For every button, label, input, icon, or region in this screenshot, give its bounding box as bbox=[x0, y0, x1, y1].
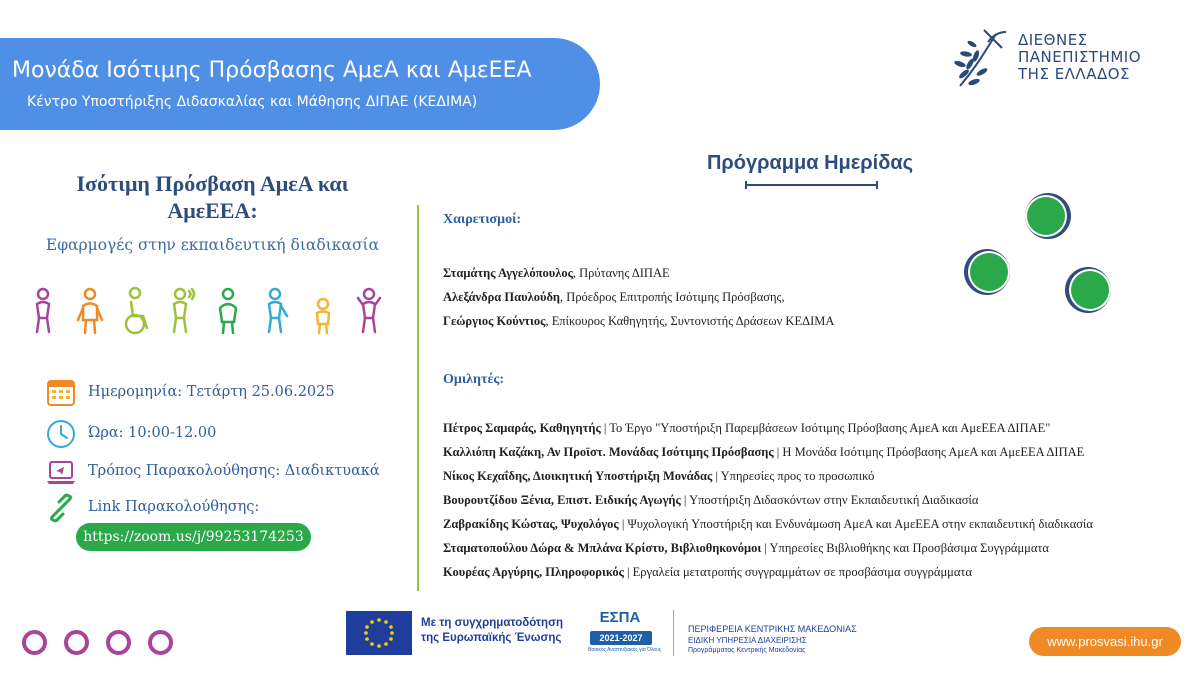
person-icon bbox=[260, 286, 290, 336]
eu-cofunding-text bbox=[421, 616, 563, 646]
person-icon bbox=[28, 286, 58, 336]
child-icon bbox=[308, 286, 338, 336]
speaker-row: Καλλιόπη Καζάκη, Αν Προϊστ. Μονάδας Ισότιμης Πρόσβασης | Η Μονάδα Ισότιμης Πρόσβασης ΑμεΑ και ΑμεΕΕΑ ΔΙΠΑΕ bbox=[443, 445, 1085, 459]
link-label: Link Παρακολούθησης: bbox=[88, 499, 260, 515]
decorative-circle bbox=[148, 630, 173, 655]
decorative-dot bbox=[1021, 190, 1073, 242]
speaker-row: Βουρουτζίδου Ξένια, Επιστ. Ειδικής Αγωγής | Υποστήριξη Διδασκόντων στην Εκπαιδευτική Διαδικασία bbox=[443, 493, 979, 507]
person-icon bbox=[166, 286, 196, 336]
person-icon bbox=[75, 286, 105, 336]
speakers-label: Ομιλητές: bbox=[443, 372, 504, 387]
speaker-row: Νίκος Κεχαΐδης, Διοικητική Υποστήριξη Μονάδας | Υπηρεσίες προς το προσωπικό bbox=[443, 469, 875, 483]
event-time: Ώρα: 10:00-12.00 bbox=[88, 425, 217, 441]
banner-title: Μονάδα Ισότιμης Πρόσβασης ΑμεΑ και ΑμεΕΕΑ bbox=[12, 58, 532, 83]
region-text bbox=[688, 623, 857, 656]
decorative-circle bbox=[22, 630, 47, 655]
university-logo bbox=[950, 26, 1180, 96]
footer-separator bbox=[673, 610, 674, 656]
region-line: ΠΕΡΙΦΕΡΕΙΑ ΚΕΝΤΡΙΚΗΣ ΜΑΚΕΔΟΝΙΑΣ bbox=[688, 624, 857, 634]
decorative-circle bbox=[106, 630, 131, 655]
speaker-row: Κουρέας Αργύρης, Πληροφορικός | Εργαλεία μετατροπής συγγραμμάτων σε προσβάσιμα συγγράμματα bbox=[443, 565, 972, 579]
attendance-mode: Τρόπος Παρακολούθησης: Διαδικτυακά bbox=[88, 463, 380, 479]
university-name bbox=[1018, 32, 1141, 83]
header-banner bbox=[0, 38, 600, 130]
espa-tagline: Βασικός Αναπτυξιακός για Όλους bbox=[588, 647, 662, 653]
laptop-icon bbox=[45, 456, 77, 488]
logo-line: ΤΗΣ ΕΛΛΑΔΟΣ bbox=[1018, 65, 1130, 83]
region-line: ΕΙΔΙΚΗ ΥΠΗΡΕΣΙΑ ΔΙΑΧΕΙΡΙΣΗΣ bbox=[688, 636, 807, 645]
region-line: Προγράμματος Κεντρικής Μακεδονίας bbox=[688, 647, 806, 654]
person-icon bbox=[213, 286, 243, 336]
clock-icon bbox=[45, 418, 77, 450]
event-date: Ημερομηνία: Τετάρτη 25.06.2025 bbox=[88, 384, 335, 400]
espa-title: ΕΣΠΑ bbox=[599, 609, 641, 626]
greeting-row: Γεώργιος Κούντιος, Επίκουρος Καθηγητής, Συντονιστής Δράσεων ΚΕΔΙΜΑ bbox=[443, 314, 835, 328]
decorative-dot bbox=[1063, 264, 1115, 316]
greetings-label: Χαιρετισμοί: bbox=[443, 212, 522, 227]
speaker-row: Πέτρος Σαμαράς, Καθηγητής | Το Έργο "Υποστήριξη Παρεμβάσεων Ισότιμης Πρόσβασης ΑμεΑ και ΑμεΕΕΑ ΔΙΠΑΕ" bbox=[443, 421, 1051, 435]
zoom-link[interactable]: https://zoom.us/j/99253174253 bbox=[76, 523, 311, 551]
event-title-line: ΑμεΕΕΑ: bbox=[167, 198, 258, 223]
footer-circles bbox=[20, 630, 180, 658]
decorative-circle bbox=[64, 630, 89, 655]
espa-years: 2021-2027 bbox=[590, 631, 652, 645]
logo-line: ΔΙΕΘΝΕΣ bbox=[1018, 31, 1088, 49]
program-title-underline bbox=[745, 184, 878, 186]
speaker-row: Ζαβρακίδης Κώστας, Ψυχολόγος | Ψυχολογική Υποστήριξη και Ενδυνάμωση ΑμεΑ και ΑμεΕΕΑ στην εκπαιδευτική διαδικασία bbox=[443, 517, 1093, 531]
program-title: Πρόγραμμα Ημερίδας bbox=[706, 152, 914, 174]
column-divider bbox=[417, 205, 419, 591]
event-subtitle: Εφαρμογές στην εκπαιδευτική διαδικασία bbox=[45, 236, 380, 254]
website-link[interactable]: www.prosvasi.ihu.gr bbox=[1029, 627, 1181, 656]
people-illustration bbox=[28, 286, 388, 336]
olive-branch-icon bbox=[950, 26, 1012, 92]
greeting-row: Αλεξάνδρα Παυλούδη, Πρόεδρος Επιτροπής Ισότιμης Πρόσβασης, bbox=[443, 290, 785, 304]
decorative-dot bbox=[962, 246, 1014, 298]
link-icon bbox=[45, 492, 77, 524]
espa-logo bbox=[586, 609, 662, 655]
event-title-line: Ισότιμη Πρόσβαση ΑμεΑ και bbox=[76, 171, 349, 196]
calendar-icon bbox=[45, 376, 77, 408]
eu-line: της Ευρωπαϊκής Ένωσης bbox=[421, 632, 562, 644]
speaker-row: Σταματοπούλου Δώρα & Μπλάνα Κρίστυ, Βιβλιοθηκονόμοι | Υπηρεσίες Βιβλιοθήκης και Προσβάσιμα Συγγράμματα bbox=[443, 541, 1049, 555]
person-icon bbox=[354, 286, 384, 336]
banner-subtitle: Κέντρο Υποστήριξης Διδασκαλίας και Μάθησης ΔΙΠΑΕ (ΚΕΔΙΜΑ) bbox=[27, 94, 478, 110]
event-title bbox=[20, 170, 405, 224]
greeting-row: Σταμάτης Αγγελόπουλος, Πρύτανης ΔΙΠΑΕ bbox=[443, 266, 670, 280]
eu-line: Με τη συγχρηματοδότηση bbox=[421, 617, 563, 629]
eu-flag-icon bbox=[346, 611, 412, 655]
wheelchair-user-icon bbox=[121, 286, 151, 336]
logo-line: ΠΑΝΕΠΙΣΤΗΜΙΟ bbox=[1018, 48, 1142, 66]
